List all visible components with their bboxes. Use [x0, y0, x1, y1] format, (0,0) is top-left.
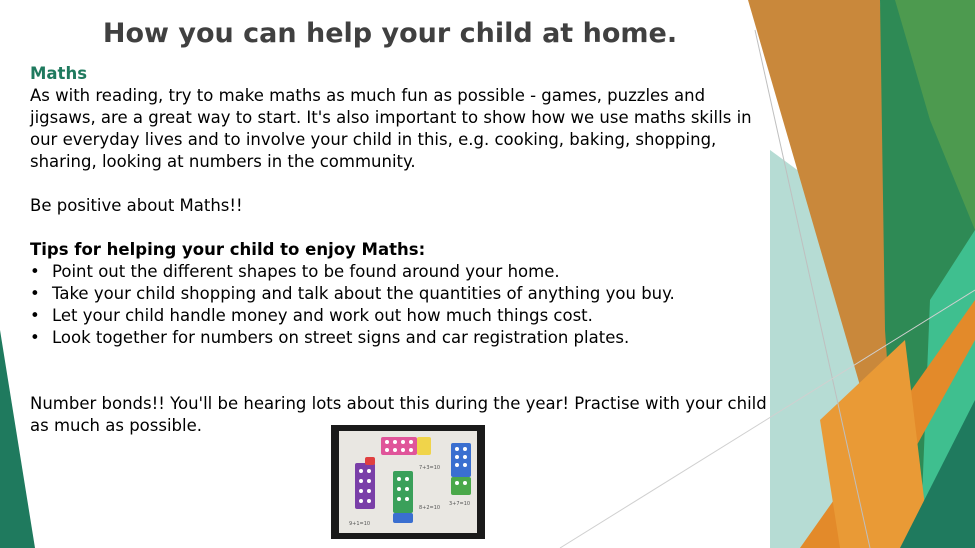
- intro-paragraph: As with reading, try to make maths as much fun as possible - games, puzzles and jigsaws, are a great way to start. It's also important to show how we use maths skills in our everyday lives and to involve your child in this, e.g. cooking, baking, shopping, sharing, looking at numbers in the community.: [30, 86, 752, 171]
- number-bonds-text: Number bonds!! You'll be hearing lots about this during the year! Practise with your child as much as possible.: [30, 394, 767, 435]
- list-item: • Let your child handle money and work out how much things cost.: [30, 306, 593, 325]
- numicon-photo: [331, 425, 485, 539]
- positive-text: Be positive about Maths!!: [30, 196, 243, 215]
- tips-heading: Tips for helping your child to enjoy Maths:: [30, 240, 426, 259]
- photo-label: 8+2=10: [419, 505, 441, 511]
- section-heading: Maths: [30, 64, 88, 83]
- photo-label: 3+7=10: [449, 501, 471, 507]
- photo-label: 7+3=10: [419, 465, 441, 471]
- content-body: [30, 63, 775, 437]
- list-item: • Look together for numbers on street signs and car registration plates.: [30, 328, 630, 347]
- photo-label: 9+1=10: [349, 521, 371, 527]
- list-item: • Point out the different shapes to be found around your home.: [30, 262, 560, 281]
- page-title: How you can help your child at home.: [102, 18, 678, 49]
- tips-list: [30, 261, 775, 349]
- list-item: • Take your child shopping and talk about the quantities of anything you buy.: [30, 284, 675, 303]
